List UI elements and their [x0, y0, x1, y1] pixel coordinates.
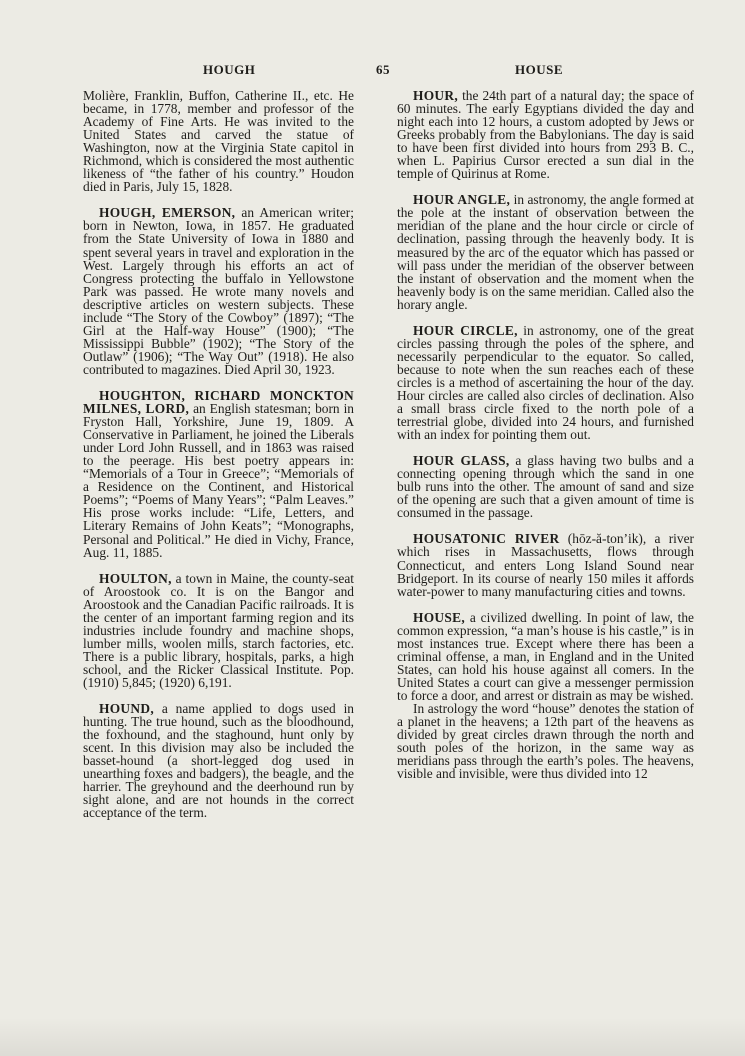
page-number: 65 — [376, 62, 390, 77]
entry-hour — [397, 89, 694, 180]
entry-headword: HOUR GLASS, — [413, 453, 510, 469]
entry-text: in astronomy, the angle formed at the pole at the instant of observation between the meridian of the plane and the hour circle or circle of declination, passing through the heavenly body. It is measured by the arc of the equator which has passed or will pass under the meridian of the observer between the instant of observation and the moment when the heavenly body is on the same meridian. Called also the horary angle. — [397, 192, 694, 312]
entry-hour-glass — [397, 454, 694, 519]
entry-text: an English statesman; born in Fryston Hall, Yorkshire, June 19, 1809. A Conservative in Parliament, he joined the Liberals under Lord John Russell, and in 1863 was raised to the peerage. His best poetry appears in: “Memorials of a Tour in Greece”; “Memorials of a Residence on the Continent, and Historical Poems”; “Poems of Many Years”; “Palm Leaves.” His prose works include: “Life, Letters, and Literary Remains of John Keats”; “Monographs, Personal and Political.” He died in Vichy, France, Aug. 11, 1885. — [83, 401, 354, 560]
entry-hough-emerson — [83, 206, 354, 376]
entry-housatonic-river — [397, 532, 694, 597]
entry-headword: HOUSATONIC RIVER — [413, 531, 560, 547]
header-right-guideword: HOUSE — [515, 62, 564, 77]
entry-text: Molière, Franklin, Buffon, Catherine II., etc. He became, in 1778, member and professor of the Academy of Fine Arts. He was invited to the United States and carved the statue of Washington, now at the Virginia State capitol in Richmond, which is considered the most authentic likeness of “the father of his country.” Houdon died in Paris, July 15, 1828. — [83, 88, 354, 195]
right-column — [397, 89, 694, 793]
left-column — [83, 89, 354, 832]
entry-house — [397, 611, 694, 702]
entry-text: a civilized dwelling. In point of law, the common expression, “a man’s house is his castle,” is in most instances true. Except where there has been a criminal offense, a man, in England and in the United States, can hold his house against all comers. In the United States a court can give a messenger permission to force a door, and arrest or distrain as may be wished. — [397, 609, 694, 703]
running-header — [0, 62, 745, 82]
entry-text: In astrology the word “house” denotes the station of a planet in the heavens; a 12th part of the heavens as divided by great circles drawn through the north and south poles of the horizon, in the same way as meridians pass through the earth’s poles. The heavens, visible and invisible, were thus divided into 12 — [397, 700, 694, 782]
entry-headword: HOUR CIRCLE, — [413, 322, 518, 338]
entry-headword: HOUSE, — [413, 609, 466, 625]
entry-text: an American writer; born in Newton, Iowa, in 1857. He graduated from the State University of Iowa in 1880 and spent several years in travel and exploration in the West. Largely through his efforts an act of Congress protecting the buffalo in Yellowstone Park was passed. He wrote many novels and descriptive articles on western subjects. These include “The Story of the Cowboy” (1897); “The Girl at the Half-way House” (1900); “The Mississippi Bubble” (1902); “The Story of the Outlaw” (1906); “The Way Out” (1918). He also contributed to magazines. Died April 30, 1923. — [83, 205, 354, 377]
entry-headword: HOUGHTON, RICHARD MONCKTON MILNES, LORD, — [83, 387, 354, 417]
entry-text: in astronomy, one of the great circles passing through the poles of the sphere, and necessarily perpendicular to the equator. So called, because to note when the sun reaches each of these circles is a method of ascertaining the hour of the day. Hour circles are called also circles of declination. Also a small brass circle fixed to the north pole of a terrestrial globe, divided into 24 hours, and furnished with an index for pointing them out. — [397, 322, 694, 443]
header-left-guideword: HOUGH — [203, 62, 256, 77]
entry-headword: HOULTON, — [99, 570, 172, 586]
entry-headword: HOUND, — [99, 701, 154, 717]
entry-text: a town in Maine, the county-seat of Aroostook co. It is on the Bangor and Aroostook and the Canadian Pacific railroads. It is the center of an important farming region and its industries include foundry and machine shops, lumber mills, woolen mills, starch factories, etc. There is a public library, hospitals, parks, a high school, and the Ricker Classical Institute. Pop. (1910) 5,845; (1920) 6,191. — [83, 570, 354, 690]
page-bottom-shadow — [0, 1018, 745, 1056]
entry-text: a name applied to dogs used in hunting. The true hound, such as the bloodhound, the foxhound, and the staghound, hunt only by scent. In this division may also be included the basset-hound (a short-legged dog used in unearthing foxes and badgers), the beagle, and the harrier. The greyhound and the deerhound run by sight alone, and are not hounds in the correct acceptance of the term. — [83, 701, 354, 821]
entry-house-astrology — [397, 702, 694, 780]
entry-headword: HOUR ANGLE, — [413, 192, 511, 208]
entry-houlton — [83, 572, 354, 689]
entry-houghton — [83, 389, 354, 559]
entry-text: (hōz-ă-ton’ik), a river which rises in Massachusetts, flows through Connecticut, and enters Long Island Sound near Bridgeport. In its course of nearly 150 miles it affords water-power to many manufacturing cities and towns. — [397, 531, 694, 599]
entry-hound — [83, 702, 354, 819]
entry-text: the 24th part of a natural day; the space of 60 minutes. The early Egyptians divided the day and night each into 12 hours, a custom adopted by Jews or Greeks probably from the Babylonians. The day is said to have been first divided into hours from 293 B. C., when L. Papirius Cursor erected a sun dial in the temple of Quirinus at Rome. — [397, 88, 694, 182]
entry-headword: HOUR, — [413, 88, 459, 103]
entry-hour-angle — [397, 193, 694, 310]
entry-text: a glass having two bulbs and a connecting opening through which the sand in one bulb runs into the other. The amount of sand and size of the opening are such that a given amount of time is consumed in the passage. — [397, 453, 694, 521]
entry-headword: HOUGH, EMERSON, — [99, 205, 236, 221]
entry-hour-circle — [397, 324, 694, 441]
entry-houdon-continued — [83, 89, 354, 193]
